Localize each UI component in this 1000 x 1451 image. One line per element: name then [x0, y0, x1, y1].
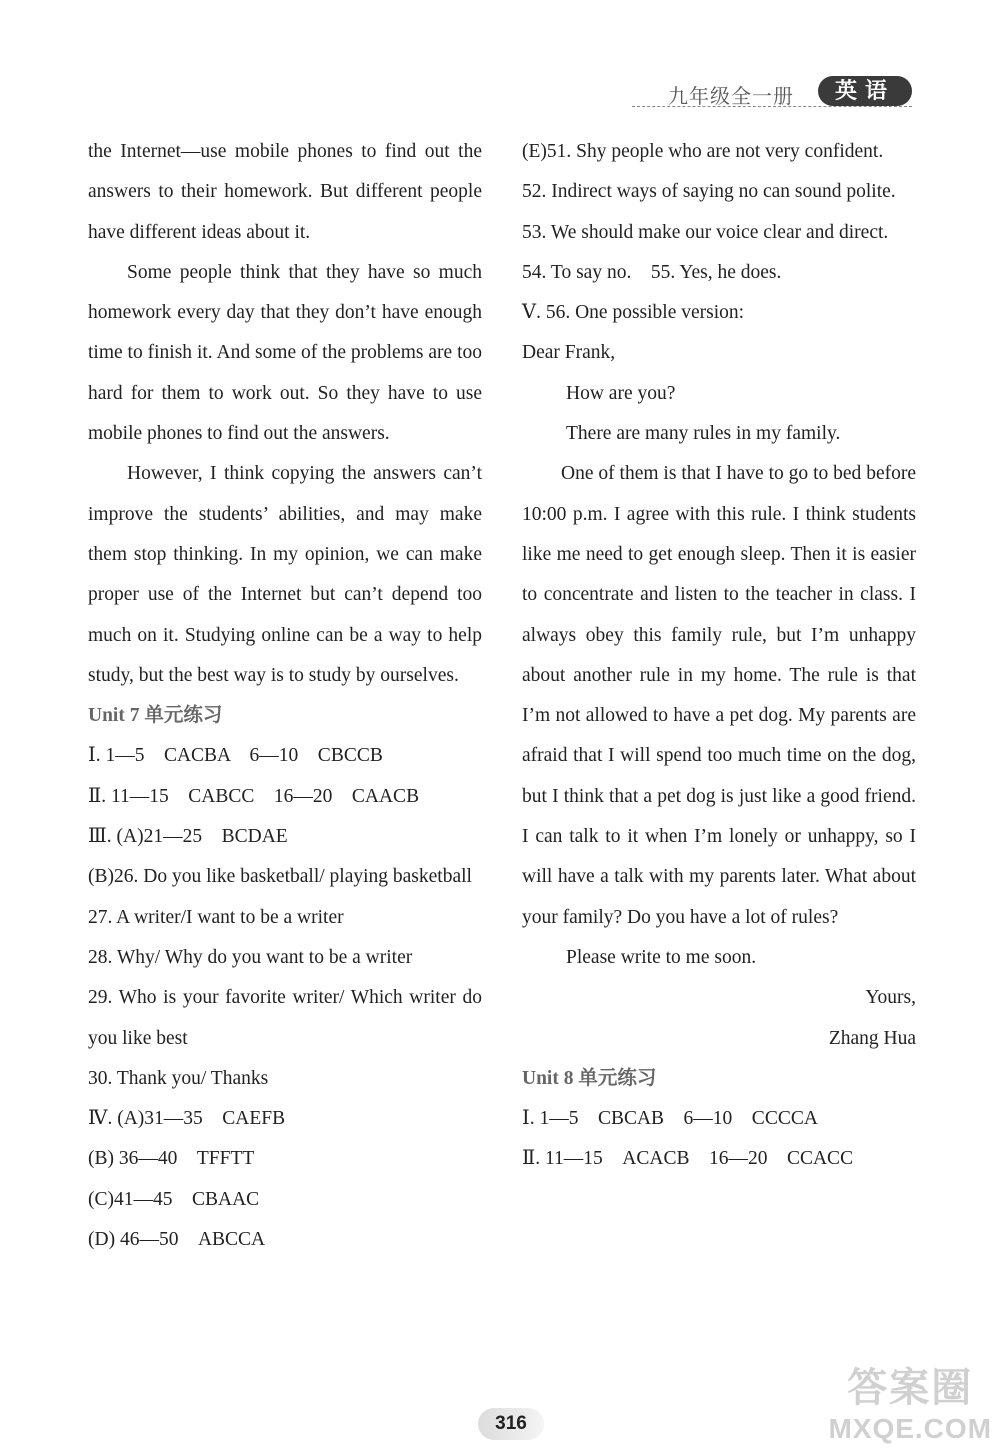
essay-paragraph: However, I think copying the answers can’t improve the students’ abilities, and may make them stop thinking. In my opinion, we can make proper use of the Internet but can’t depend too much on it. Studying online can be a way to help study, but the best way is to study by ourselves.	[88, 463, 482, 686]
answer-line: 30. Thank you/ Thanks	[88, 1067, 269, 1089]
answer-line: Ⅰ. 1—5 CBCAB 6—10 CCCCA	[522, 1108, 818, 1130]
answer-line: Ⅰ. 1—5 CACBA 6—10 CBCCB	[88, 745, 383, 767]
letter-signature: Zhang Hua	[828, 1027, 916, 1049]
letter-line: There are many rules in my family.	[566, 423, 841, 445]
left-column	[88, 132, 482, 1260]
answer-line: (D) 46—50 ABCCA	[88, 1229, 266, 1251]
answer-line: Ⅱ. 11—15 ACACB 16—20 CCACC	[522, 1148, 854, 1170]
page-number: 316	[478, 1408, 544, 1440]
right-column	[522, 132, 916, 1180]
watermark-logo	[828, 1356, 992, 1445]
answer-line: 54. To say no. 55. Yes, he does.	[522, 261, 782, 283]
watermark-cn: 答案圈	[847, 1366, 974, 1410]
grade-label: 九年级全一册	[668, 86, 794, 108]
answer-line: 53. We should make our voice clear and direct.	[522, 221, 889, 243]
essay-paragraph: the Internet—use mobile phones to find out the answers to their homework. But different people have different ideas about it.	[88, 141, 482, 243]
unit7-heading: Unit 7 单元练习	[88, 705, 223, 727]
watermark-en: MXQE.COM	[828, 1413, 992, 1444]
letter-closing-line: Please write to me soon.	[566, 946, 757, 968]
answer-line: (B)26. Do you like basketball/ playing basketball	[88, 866, 472, 888]
header-divider	[632, 106, 912, 107]
answer-line: 52. Indirect ways of saying no can sound polite.	[522, 181, 896, 203]
answer-line: (B) 36—40 TFFTT	[88, 1148, 255, 1170]
letter-closing: Yours,	[865, 987, 916, 1009]
answer-line: Ⅳ. (A)31—35 CAEFB	[88, 1108, 286, 1130]
unit8-heading: Unit 8 单元练习	[522, 1067, 657, 1089]
letter-greeting: Dear Frank,	[522, 342, 616, 364]
answer-line: Ⅴ. 56. One possible version:	[522, 302, 745, 324]
letter-line: How are you?	[566, 382, 676, 404]
subject-badge: 英语	[818, 76, 912, 106]
page-header	[632, 72, 912, 112]
answer-line: 28. Why/ Why do you want to be a writer	[88, 946, 413, 968]
answer-line: 29. Who is your favorite writer/ Which writer do you like best	[88, 987, 482, 1049]
answer-line: Ⅱ. 11—15 CABCC 16—20 CAACB	[88, 785, 420, 807]
letter-body: One of them is that I have to go to bed before 10:00 p.m. I agree with this rule. I think students like me need to get enough sleep. Then it is easier to concentrate and listen to the teacher in class. I always obey this family rule, but I’m unhappy about another rule in my home. The rule is that I’m not allowed to have a pet dog. My parents are afraid that I will spend too much time on the dog, but I think that a pet dog is just like a good friend. I can talk to it when I’m lonely or unhappy, so I will have a talk with my parents later. What about your family? Do you have a lot of rules?	[522, 463, 916, 928]
essay-paragraph: Some people think that they have so much homework every day that they don’t have enough time to finish it. And some of the problems are too hard for them to work out. So they have to use mobile phones to find out the answers.	[88, 261, 482, 445]
answer-line: 27. A writer/I want to be a writer	[88, 906, 344, 928]
answer-line: (E)51. Shy people who are not very confident.	[522, 141, 884, 162]
answer-line: (C)41—45 CBAAC	[88, 1188, 260, 1210]
answer-line: Ⅲ. (A)21—25 BCDAE	[88, 826, 288, 848]
